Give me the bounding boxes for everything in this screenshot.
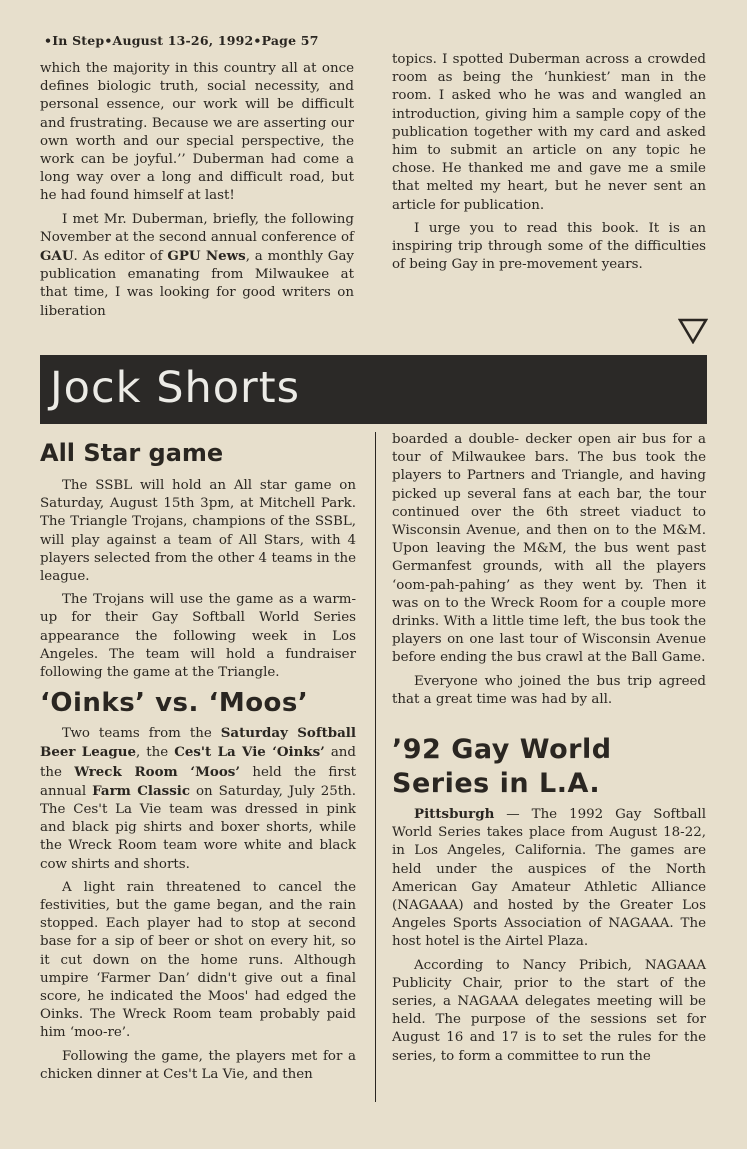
article-continuation-paragraph: which the majority in this country all at once defines biologic truth, social necessity, and personal essence, our work will be difficult and frustrating. Because we are asserting our own worth and our special perspective, the work can be joyful.’’ Duberman had come a long way over a long and difficult road, but he had found himself at last! — [40, 61, 354, 204]
article-paragraph: topics. I spotted Duberman across a crowded room as being the ‘hunkiest’ man in the room. I asked who he was and wangled an introduction, giving him a sample copy of the publication together with my card and asked him to submit an article on any topic he chose. He thanked me and gave me a smile that melted my heart, but he never sent an article for publication. — [392, 52, 706, 213]
gpu-news-name: GPU News — [167, 248, 246, 265]
article-paragraph: A light rain threatened to cancel the festivities, but the game began, and the rain stopped. Each player had to stop at second base for a sip of beer or shot on every hit, so it cut down on the home runs. Although umpire ‘Farmer Dan’ didn't give out a final score, he indicated the Moos' had edged the Oinks. The Wreck Room team probably paid him ‘moo-re’. — [40, 879, 356, 1041]
end-of-article-triangle-icon — [678, 318, 708, 344]
gau-name: GAU — [40, 248, 74, 265]
article-paragraph: Two teams from the Saturday Softball Beer League, the Ces't La Vie ‘Oinks’ and the Wreck Room ‘Moos’ held the first annual Farm Classic on Saturday, July 25th. The Ces't La Vie team was dressed in pink and black pig shirts and boxer shorts, while the Wreck Room team wore white and black cow shirts and shorts. — [40, 725, 357, 872]
column-rule — [375, 432, 376, 1102]
top-right-column — [392, 51, 706, 274]
top-left-column — [40, 60, 354, 321]
section-title: Jock Shorts — [50, 363, 300, 413]
world-series-heading: ’92 Gay World Series in L.A. — [392, 734, 612, 800]
all-star-heading: All Star game — [40, 439, 224, 467]
article-paragraph: Everyone who joined the bus trip agreed that a great time was had by all. — [392, 673, 706, 707]
bottom-left-column — [40, 437, 356, 1084]
section-banner — [40, 355, 707, 424]
article-paragraph: Pittsburgh — The 1992 Gay Softball World Series takes place from August 18-22, in Los Angeles, California. The games are held under the auspices of the North American Gay Amateur Athletic Alliance (NAGAAA) and hosted by the Greater Los Angeles Sports Association of NAGAAA. The host hotel is the Airtel Plaza. — [392, 806, 706, 950]
article-paragraph: The Trojans will use the game as a warm- up for their Gay Softball World Series appearance the following week in Los Angeles. The team will hold a fundraiser following the game at the Triangle. — [40, 592, 356, 681]
dateline: Pittsburgh — [414, 806, 495, 823]
article-paragraph: I met Mr. Duberman, briefly, the following November at the second annual conference of GAU. As editor of GPU News, a monthly Gay publication emanating from Milwaukee at that time, I was looking for good writers on liberation — [40, 211, 354, 319]
article-paragraph: The SSBL will hold an All star game on Saturday, August 15th 3pm, at Mitchell Park. The Triangle Trojans, champions of the SSBL, will play against a team of All Stars, with 4 players selected from the other 4 teams in the league. — [40, 478, 356, 585]
article-paragraph: I urge you to read this book. It is an inspiring trip through some of the difficulties of being Gay in pre-movement years. — [392, 220, 706, 273]
running-head: •In Step•August 13-26, 1992•Page 57 — [44, 33, 319, 48]
oinks-moos-heading: ‘Oinks’ vs. ‘Moos’ — [40, 688, 309, 719]
article-paragraph: Following the game, the players met for a chicken dinner at Ces't La Vie, and then — [40, 1048, 356, 1082]
bottom-right-column — [392, 431, 706, 1066]
article-continuation-paragraph: boarded a double- decker open air bus for a tour of Milwaukee bars. The bus took the players to Partners and Triangle, and having picked up several fans at each bar, the tour continued over the 6th street viaduct to Wisconsin Avenue, and then on to the M&M. Upon leaving the M&M, the bus went past Germanfest grounds, with all the players ‘oom-pah-pahing’ as they went by. Then it was on to the Wreck Room for a couple more drinks. With a little time left, the bus took the players on one last tour of Wisconsin Avenue before ending the bus crawl at the Ball Game. — [392, 432, 706, 666]
article-paragraph: According to Nancy Pribich, NAGAAA Publicity Chair, prior to the start of the series, a NAGAAA delegates meeting will be held. The purpose of the sessions set for August 16 and 17 is to set the rules for the series, to form a committee to run the — [392, 957, 706, 1064]
